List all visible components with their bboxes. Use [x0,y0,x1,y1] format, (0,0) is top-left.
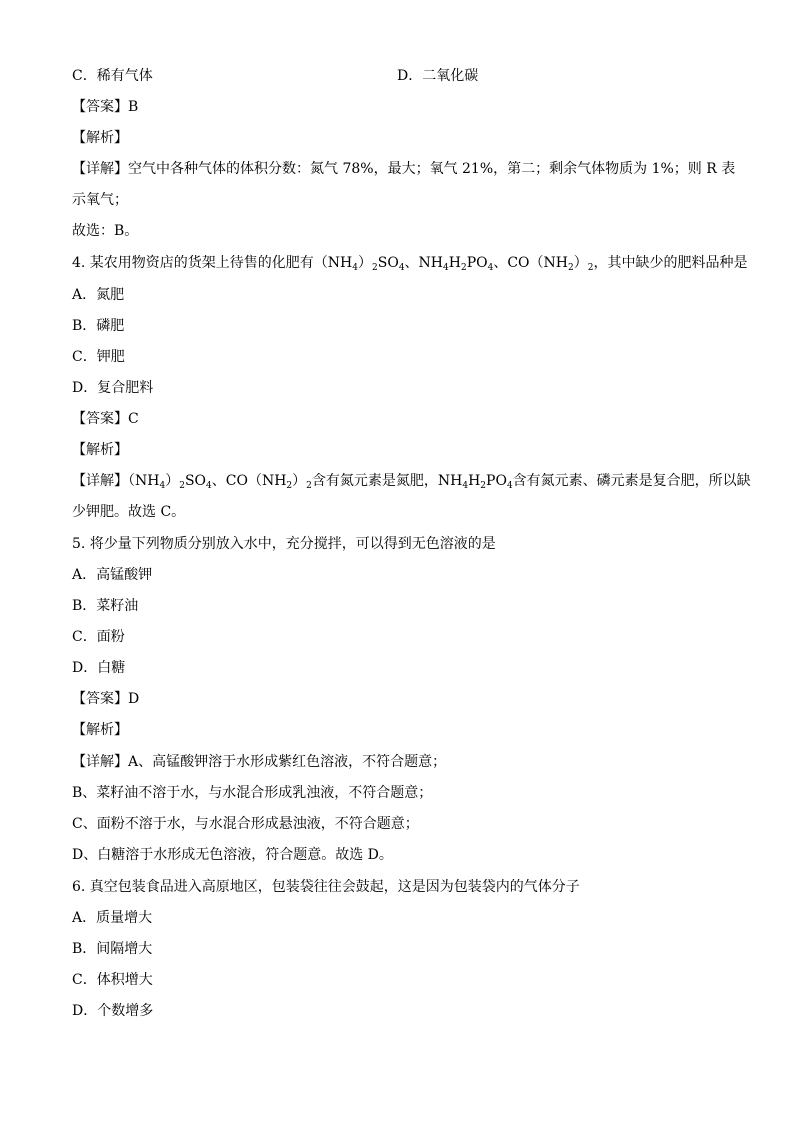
detail-text: （NH [128,473,160,489]
q4-option-b: B．磷肥 [72,318,125,334]
q5-option-b: B．菜籽油 [72,598,139,614]
answer-tag: 【答案】 [72,691,128,707]
q4-stem-text: 、CO（NH [493,255,568,271]
q3-answer [72,97,138,117]
q4-option-c: C．钾肥 [72,349,125,365]
detail-text: 含有氮元素、磷元素是复合肥，所以缺 [512,473,751,489]
subscript: 4 [443,263,449,273]
subscript: 4 [352,263,358,273]
subscript: 2 [480,481,487,491]
subscript: 4 [398,263,405,273]
subscript: 2 [372,263,378,273]
q5-detail-b: B、菜籽油不溶于水，与水混合形成乳浊液，不符合题意； [72,785,433,801]
detail-text: ） [165,473,180,489]
q4-detail-line2: 少钾肥。故选 C。 [72,504,186,520]
subscript: 4 [462,481,469,491]
q5-analysis-tag: 【解析】 [72,722,128,738]
q4-stem-text: ） [573,255,588,271]
q3-option-d: D．二氧化碳 [397,68,479,84]
subscript: 4 [487,263,494,273]
q4-stem-text: H [448,255,461,271]
answer-value: D [128,691,140,707]
subscript: 2 [306,481,312,491]
q6-option-b: B．间隔增大 [72,941,153,957]
q4-stem-text: ） [358,255,372,271]
q4-analysis-tag: 【解析】 [72,442,128,458]
q6-option-a: A．质量增大 [72,910,153,926]
q3-analysis-tag: 【解析】 [72,130,128,146]
q5-option-c: C．面粉 [72,629,125,645]
q5-stem: 5. 将少量下列物质分别放入水中，充分搅拌，可以得到无色溶液的是 [72,536,496,552]
q4-stem-text: SO [377,255,399,271]
detail-tag: 【详解】 [72,754,128,770]
subscript: 4 [206,481,212,491]
q4-option-a: A．氮肥 [72,287,125,303]
q4-stem-text: ，其中缺少的肥料品种是 [593,255,748,271]
detail-tag: 【详解】 [72,161,128,177]
q6-option-d: D．个数增多 [72,1003,154,1019]
detail-text: PO [486,473,507,489]
detail-text: 空气中各种气体的体积分数：氮气 78%，最大；氧气 21%，第二；剩余气体物质为 1%；则 R 表 [128,161,736,177]
q3-option-c: C．稀有气体 [72,68,153,84]
q4-detail-line1 [72,471,751,491]
answer-tag: 【答案】 [72,99,128,115]
subscript: 2 [587,263,594,273]
q6-stem: 6. 真空包装食品进入高原地区，包装袋往往会鼓起，这是因为包装袋内的气体分子 [72,879,580,895]
q5-detail-c: C、面粉不溶于水，与水混合形成悬浊液，不符合题意； [72,816,419,832]
subscript: 2 [286,481,293,491]
detail-text: H [468,473,481,489]
subscript: 2 [460,263,467,273]
q4-stem-text: PO [466,255,488,271]
q4-stem [72,253,747,273]
answer-tag: 【答案】 [72,411,128,427]
detail-text: 含有氮元素是氮肥，NH [311,473,463,489]
detail-text: A、高锰酸钾溶于水形成紫红色溶液，不符合题意； [128,754,447,770]
detail-tag: 【详解】 [72,473,128,489]
subscript: 2 [179,481,185,491]
answer-value: C [128,411,139,427]
answer-value: B [128,99,139,115]
q5-option-d: D．白糖 [72,660,126,676]
q5-answer [72,689,139,709]
detail-text: ） [292,473,307,489]
detail-text: 、CO（NH [211,473,287,489]
detail-text: SO [184,473,207,489]
subscript: 2 [568,263,574,273]
q5-option-a: A．高锰酸钾 [72,567,153,583]
q5-detail-a [72,752,446,772]
q3-detail-line1 [72,159,735,179]
q6-option-c: C．体积增大 [72,972,153,988]
q4-option-d: D．复合肥料 [72,380,154,396]
q3-conclusion: 故选：B。 [72,223,139,239]
q4-stem-text: 4. 某农用物资店的货架上待售的化肥有（NH [72,255,353,271]
q4-answer [72,409,139,429]
subscript: 4 [506,481,513,491]
subscript: 4 [159,481,166,491]
q3-detail-line2: 示氧气； [72,192,128,208]
q4-stem-text: 、NH [404,255,444,271]
q5-detail-d: D、白糖溶于水形成无色溶液，符合题意。故选 D。 [72,847,393,863]
